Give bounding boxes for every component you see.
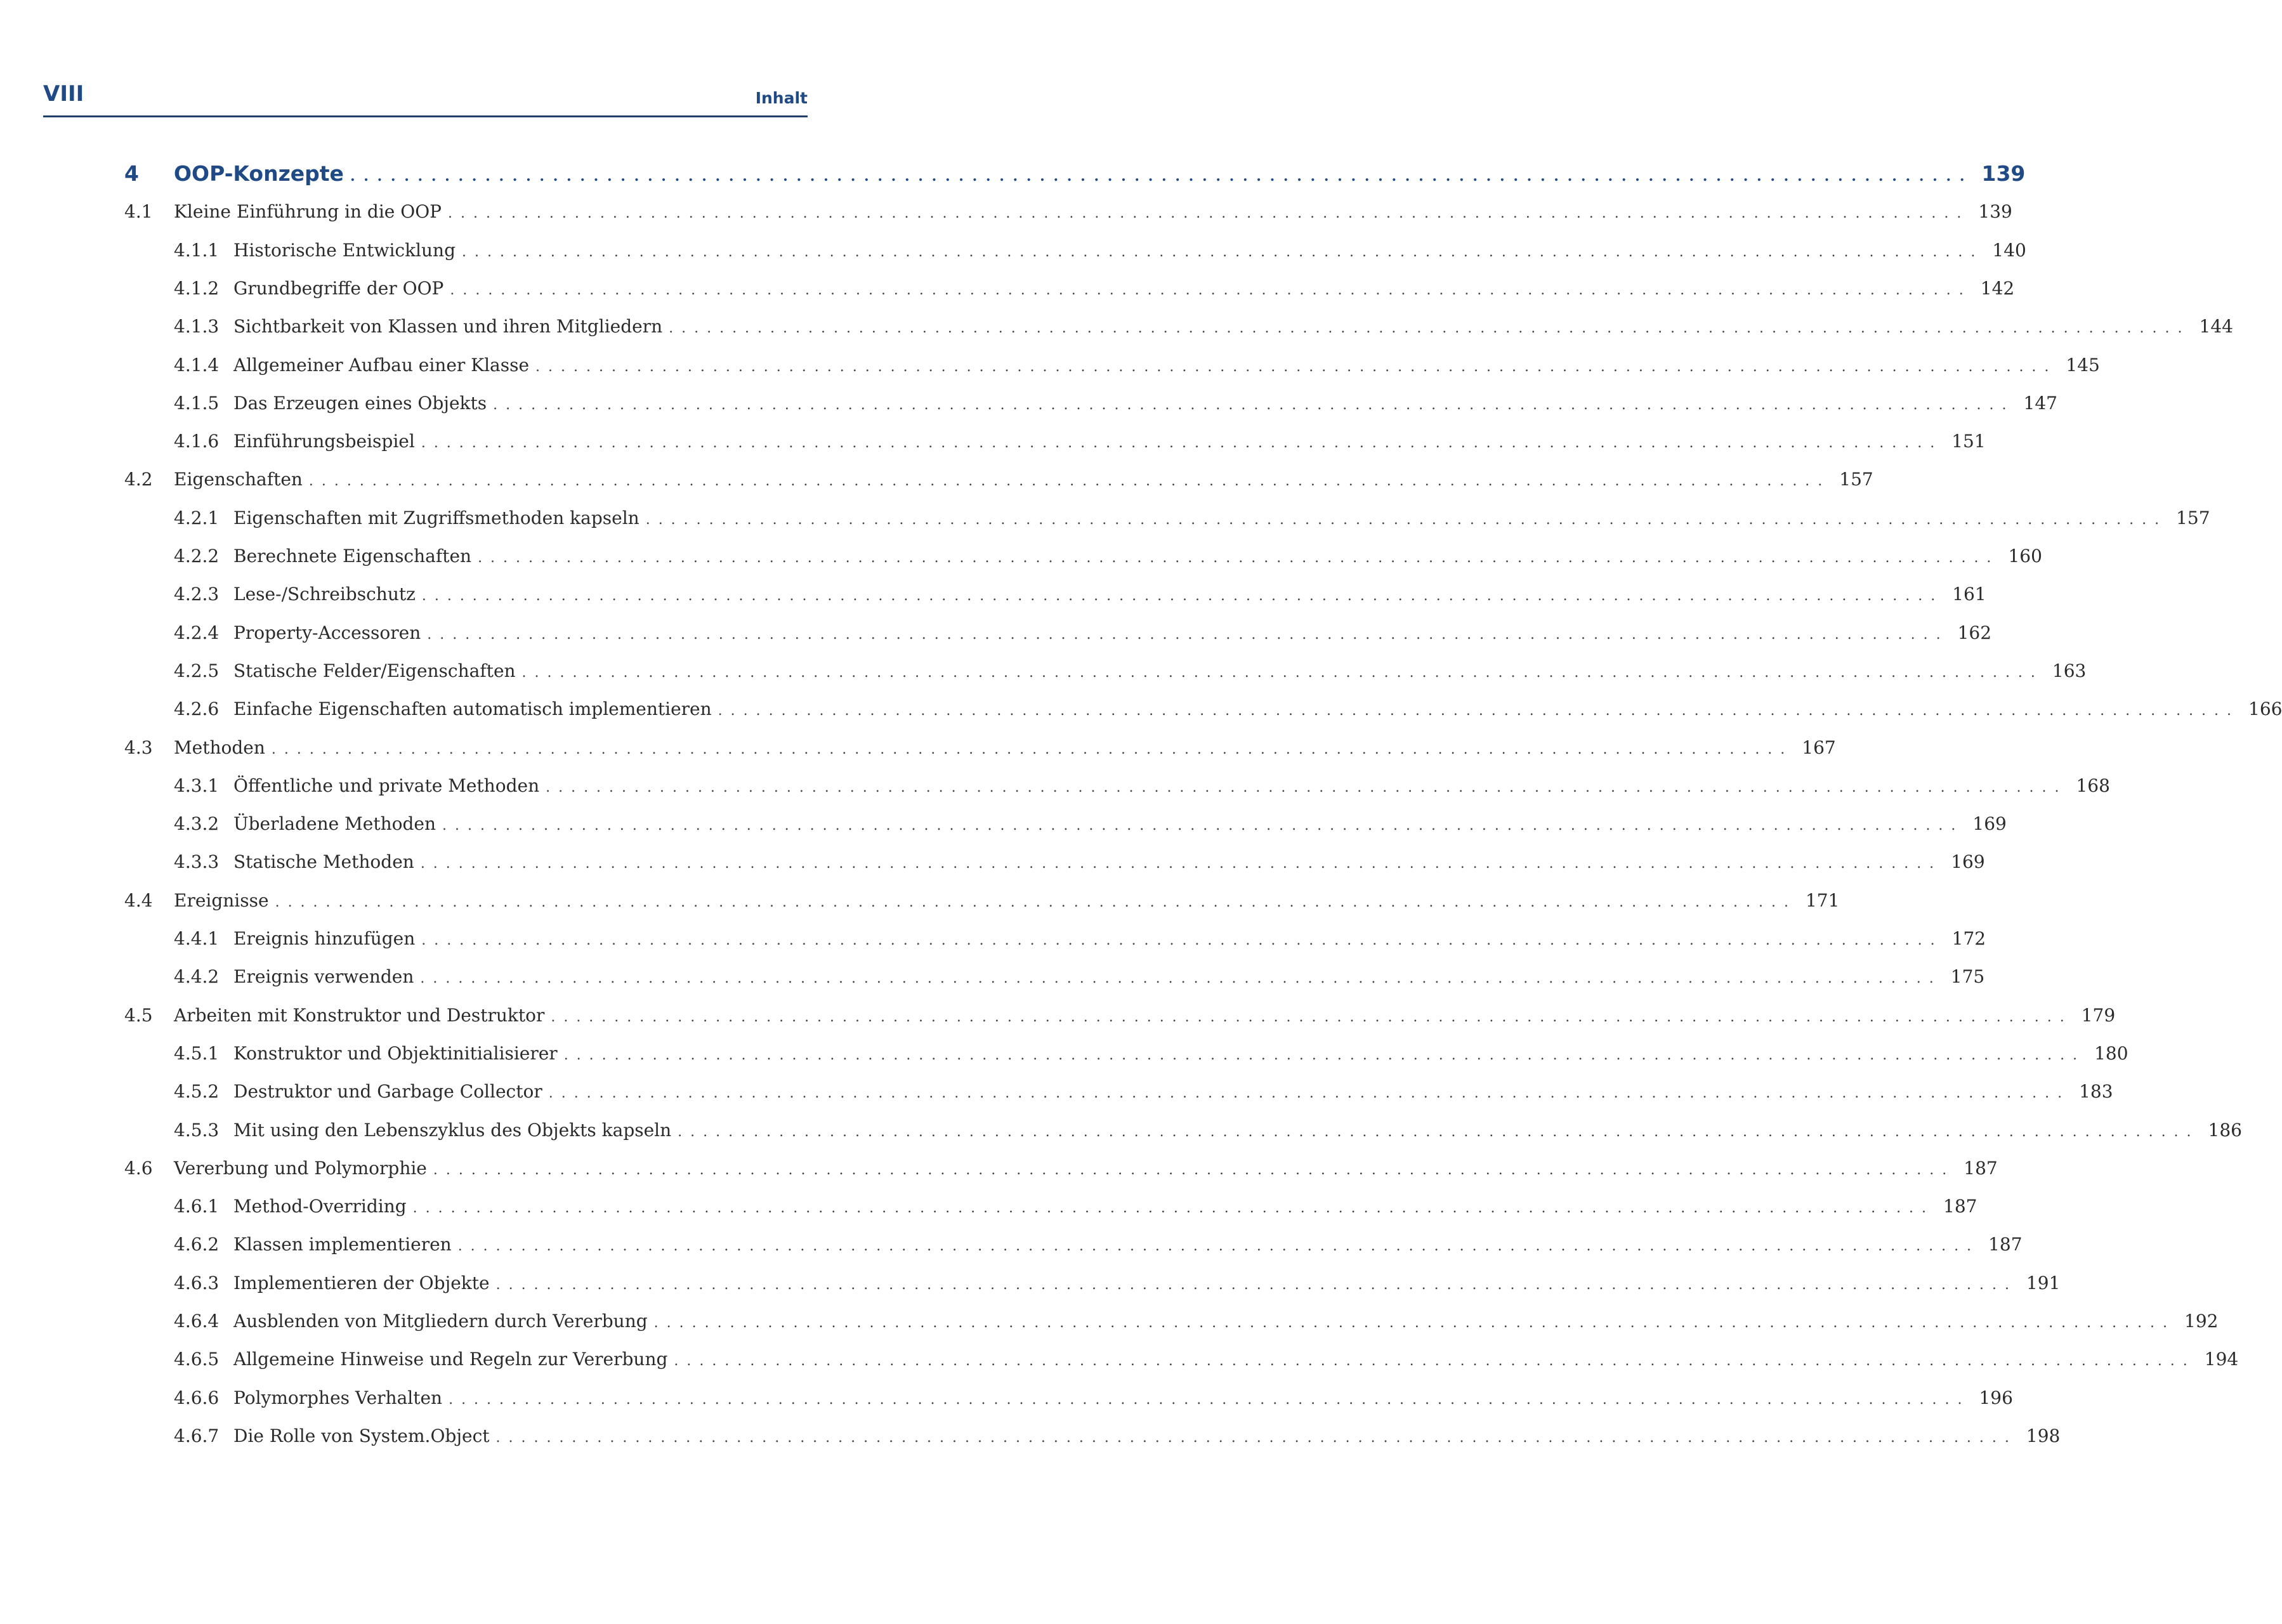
toc-number: 4.2.6	[174, 698, 220, 720]
toc-title: Ereignis verwenden	[233, 966, 414, 988]
dot-leader: . . . . . . . . . . . . . . . . . . . . . . . . . . . . . . . . . . . . . . . . . . . . . . . . . . . . . . . . . . . . . . . . . . . . . . . . . . . . . . . . . . . . . . . . . . . . . . . . . . . . . . . . . . . . . . . . . . . . . . . .	[551, 1009, 2066, 1025]
dot-leader: . . . . . . . . . . . . . . . . . . . . . . . . . . . . . . . . . . . . . . . . . . . . . . . . . . . . . . . . . . . . . . . . . . . . . . . . . . . . . . . . . . . . . . . . . . . . . . . . . . . . . . . . . . . . . . . . . . . . . . . .	[421, 933, 1937, 948]
toc-subsection	[174, 924, 1986, 954]
toc-page-number: 196	[1979, 1387, 2013, 1408]
toc-number: 4.5.2	[174, 1081, 220, 1103]
dot-leader: . . . . . . . . . . . . . . . . . . . . . . . . . . . . . . . . . . . . . . . . . . . . . . . . . . . . . . . . . . . . . . . . . . . . . . . . . . . . . . . . . . . . . . . . . . . . . . . . . . . . . . . . . . . . . . . . . . . . . . . .	[495, 1276, 2011, 1293]
dot-leader: . . . . . . . . . . . . . . . . . . . . . . . . . . . . . . . . . . . . . . . . . . . . . . . . . . . . . . . . . . . . . . . . . . . . . . . . . . . . . . . . . . . . . . . . . . . . . . . . . . . . . . . . . . . . . . . . . . . . . . . .	[669, 320, 2184, 337]
toc-title: Konstruktor und Objektinitialisierer	[233, 1042, 558, 1064]
toc-page-number: 140	[1992, 239, 2026, 261]
dot-leader: . . . . . . . . . . . . . . . . . . . . . . . . . . . . . . . . . . . . . . . . . . . . . . . . . . . . . . . . . . . . . . . . . . . . . . . . . . . . . . . . . . . . . . . . . . . . . . . . . . . . . . . . . . . . . . . . . . . . . . . .	[420, 971, 1936, 987]
toc-title: Property-Accessoren	[233, 622, 421, 643]
toc-page-number: 160	[2008, 546, 2042, 566]
toc-subsection	[174, 541, 2042, 572]
toc-page-number: 168	[2076, 775, 2110, 796]
toc-page-number: 169	[1951, 851, 1985, 873]
toc-title: Ereignis hinzufügen	[233, 928, 416, 949]
toc-section	[124, 1000, 2116, 1031]
dot-leader: . . . . . . . . . . . . . . . . . . . . . . . . . . . . . . . . . . . . . . . . . . . . . . . . . . . . . . . . . . . . . . . . . . . . . . . . . . . . . . . . . . . . . . . . . . . . . . . . . . . . . . . . . . . . . . . . . . . . . . . .	[271, 741, 1787, 757]
toc-number: 4.4.2	[174, 966, 220, 988]
dot-leader: . . . . . . . . . . . . . . . . . . . . . . . . . . . . . . . . . . . . . . . . . . . . . . . . . . . . . . . . . . . . . . . . . . . . . . . . . . . . . . . . . . . . . . . . . . . . . . . . . . . . . . . . . . . . . . . . . . . . . . . .	[448, 206, 1964, 222]
toc-number: 4.1	[124, 201, 153, 223]
toc-subsection	[174, 1344, 2239, 1375]
dot-leader: . . . . . . . . . . . . . . . . . . . . . . . . . . . . . . . . . . . . . . . . . . . . . . . . . . . . . . . . . . . . . . . . . . . . . . . . . . . . . . . . . . . . . . . . . . . . . . . . . . . . . . . . . . . . . . . . . . . . . . . .	[521, 664, 2037, 681]
dot-leader: . . . . . . . . . . . . . . . . . . . . . . . . . . . . . . . . . . . . . . . . . . . . . . . . . . . . . . . . . . . . . . . . . . . . . . . . . . . . . . . . . . . . . . . . . . . . . . . . . . . . . . . . . . . . . . . . . . . . . . . .	[493, 396, 2009, 413]
dot-leader: . . . . . . . . . . . . . . . . . . . . . . . . . . . . . . . . . . . . . . . . . . . . . . . . . . . . . . . . . . . . . . . . . . . . . . . . . . . . . . . . . . . . . . . . . . . . . . . . . . . . . . . . . . . . . . . . . . . . . . . .	[427, 626, 1943, 643]
dot-leader: . . . . . . . . . . . . . . . . . . . . . . . . . . . . . . . . . . . . . . . . . . . . . . . . . . . . . . . . . . . . . . . . . . . . . . . . . . . . . . . . . . . . . . . . . . . . . . . . . . . . . . . . . . . . . . . . . . . . . . . .	[495, 1429, 2011, 1446]
toc-subsection	[174, 235, 2026, 266]
toc-subsection	[174, 579, 1986, 610]
toc-subsection	[174, 426, 1986, 457]
toc-subsection	[174, 388, 2057, 419]
toc-subsection	[174, 1191, 1977, 1222]
dot-leader: . . . . . . . . . . . . . . . . . . . . . . . . . . . . . . . . . . . . . . . . . . . . . . . . . . . . . . . . . . . . . . . . . . . . . . . . . . . . . . . . . . . . . . . . . . . . . . . . . . . . . . . . . . . . . . . . . . . . . . . .	[548, 1085, 2064, 1102]
toc-number: 4.5	[124, 1004, 153, 1026]
toc-subsection	[174, 618, 1992, 648]
toc-title: Polymorphes Verhalten	[233, 1387, 443, 1408]
toc-page-number: 162	[1957, 622, 1992, 643]
toc-subsection	[174, 847, 1985, 877]
toc-number: 4.3	[124, 737, 153, 758]
dot-leader: . . . . . . . . . . . . . . . . . . . . . . . . . . . . . . . . . . . . . . . . . . . . . . . . . . . . . . . . . . . . . . . . . . . . . . . . . . . . . . . . . . . . . . . . . . . . . . . . . . . . . . . . . . . . . . . . . . . . . . . .	[308, 473, 1825, 490]
toc-page-number: 169	[1972, 813, 2007, 835]
toc-subsection	[174, 1038, 2128, 1069]
toc-page-number: 192	[2184, 1311, 2219, 1332]
toc-subsection	[174, 311, 2233, 342]
toc-title: Method-Overriding	[233, 1196, 407, 1217]
toc-title: Statische Felder/Eigenschaften	[233, 660, 516, 681]
toc-number: 4.2.3	[174, 584, 220, 605]
toc-number: 4.4.1	[174, 928, 220, 949]
toc-number: 4.6.3	[174, 1272, 220, 1293]
toc-number: 4.1.2	[174, 277, 220, 299]
toc-subsection	[174, 1077, 2113, 1107]
toc-number: 4.1.4	[174, 354, 220, 376]
dot-leader: . . . . . . . . . . . . . . . . . . . . . . . . . . . . . . . . . . . . . . . . . . . . . . . . . . . . . . . . . . . . . . . . . . . . . . . . . . . . . . . . . . . . . . . . . . . . . . . . . . . . . . . . . . . . . . . . . . . . . . . .	[478, 550, 1993, 566]
toc-page-number: 144	[2199, 316, 2233, 337]
toc-page-number: 186	[2208, 1119, 2242, 1141]
toc-page-number: 151	[1951, 431, 1986, 452]
toc-number: 4.6.1	[174, 1196, 220, 1217]
toc-title: Methoden	[174, 737, 265, 758]
toc-title: Allgemeiner Aufbau einer Klasse	[233, 354, 530, 376]
toc-number: 4.1.6	[174, 431, 220, 452]
toc-page-number: 183	[2079, 1081, 2113, 1103]
toc-section	[124, 886, 1840, 916]
dot-leader: . . . . . . . . . . . . . . . . . . . . . . . . . . . . . . . . . . . . . . . . . . . . . . . . . . . . . . . . . . . . . . . . . . . . . . . . . . . . . . . . . . . . . . . . . . . . . . . . . . . . . . . . . . . . . . . . . . . . . . . .	[449, 1391, 1964, 1408]
toc-title: Sichtbarkeit von Klassen und ihren Mitgliedern	[233, 316, 663, 337]
toc-subsection	[174, 809, 2007, 839]
dot-leader: . . . . . . . . . . . . . . . . . . . . . . . . . . . . . . . . . . . . . . . . . . . . . . . . . . . . . . . . . . . . . . . . . . . . . . . . . . . . . . . . . . . . . . . . . . . . . . . . . . . . . . . . . . . . . . . . . . . . . . . .	[462, 244, 1977, 260]
toc-page-number: 157	[2176, 507, 2210, 528]
toc-title: Die Rolle von System.Object	[233, 1425, 490, 1446]
toc-title: Klassen implementieren	[233, 1234, 452, 1255]
toc-page-number: 157	[1839, 469, 1873, 490]
toc-subsection	[174, 1115, 2242, 1146]
toc-page-number: 167	[1802, 737, 1836, 758]
toc-title: Historische Entwicklung	[233, 239, 456, 261]
toc-title: Einführungsbeispiel	[233, 431, 415, 452]
toc-title: Kleine Einführung in die OOP	[174, 201, 442, 223]
toc-number: 4	[124, 161, 139, 186]
toc-section	[124, 464, 1873, 495]
toc-title: Ereignisse	[174, 889, 269, 911]
toc-title: Destruktor und Garbage Collector	[233, 1081, 542, 1103]
toc-page-number: 161	[1952, 584, 1986, 605]
toc-number: 4.6.2	[174, 1234, 220, 1255]
dot-leader: . . . . . . . . . . . . . . . . . . . . . . . . . . . . . . . . . . . . . . . . . . . . . . . . . . . . . . . . . . . . . . . . . . . . . . . . . . . . . . . . . . . . . . . . . . . . . . . . . . . . . . . . . . . . . . . . . . . . . . . .	[546, 779, 2061, 796]
toc-title: Implementieren der Objekte	[233, 1272, 490, 1293]
toc-subsection	[174, 350, 2100, 381]
toc-subsection	[174, 1383, 2013, 1413]
toc-number: 4.2.1	[174, 507, 220, 528]
toc-title: Arbeiten mit Konstruktor und Destruktor	[174, 1004, 545, 1026]
dot-leader: . . . . . . . . . . . . . . . . . . . . . . . . . . . . . . . . . . . . . . . . . . . . . . . . . . . . . . . . . . . . . . . . . . . . . . . . . . . . . . . . . . . . . . . . . . . . . . . . . . . . . . . . . . . . . . . . . . . . . . . .	[653, 1315, 2170, 1331]
toc-section	[124, 1153, 1998, 1184]
toc-page-number: 139	[1981, 161, 2026, 186]
toc-number: 4.2	[124, 469, 153, 490]
toc-number: 4.6.6	[174, 1387, 220, 1408]
toc-title: Ausblenden von Mitgliedern durch Vererbung	[233, 1311, 648, 1332]
toc-title: Eigenschaften mit Zugriffsmethoden kapseln	[233, 507, 639, 528]
toc-number: 4.6.5	[174, 1349, 220, 1370]
dot-leader: . . . . . . . . . . . . . . . . . . . . . . . . . . . . . . . . . . . . . . . . . . . . . . . . . . . . . . . . . . . . . . . . . . . . . . . . . . . . . . . . . . . . . . . . . . . . . . . . . . . . . . . . . . . . . . . . . . . . . . . .	[421, 588, 1938, 605]
toc-page-number: 175	[1950, 966, 1985, 988]
toc-subsection	[174, 656, 2087, 686]
toc-page-number: 198	[2026, 1425, 2061, 1446]
toc-subsection	[174, 273, 2015, 304]
toc-title: Öffentliche und private Methoden	[233, 775, 540, 796]
toc-subsection	[174, 1306, 2219, 1337]
dot-leader: . . . . . . . . . . . . . . . . . . . . . . . . . . . . . . . . . . . . . . . . . . . . . . . . . . . . . . . . . . . . . . . . . . . . . . . . . . . . . . . . . . . . . . . . . . . . . . . . . . . . . . . . . . . . . . . . . . . . . . . .	[535, 358, 2051, 375]
page-number: VIII	[43, 81, 84, 107]
toc-number: 4.3.1	[174, 775, 220, 796]
dot-leader: . . . . . . . . . . . . . . . . . . . . . . . . . . . . . . . . . . . . . . . . . . . . . . . . . . . . . . . . . . . . . . . . . . . . . . . . . . . . . . . . . . . . . . . . . . . . . . . . . . . . . . . . . . . . . . . . . . . . . . . .	[674, 1353, 2189, 1370]
toc-page-number: 163	[2052, 660, 2087, 681]
toc-subsection	[174, 1421, 2061, 1451]
toc-chapter	[124, 159, 2026, 193]
dot-leader: . . . . . . . . . . . . . . . . . . . . . . . . . . . . . . . . . . . . . . . . . . . . . . . . . . . . . . . . . . . . . . . . . . . . . . . . . . . . . . . . . . . . . . . . . . . . . . . . . . . . . . . . . . . . . . . . . . . . . . . .	[718, 703, 2234, 719]
toc-subsection	[174, 771, 2110, 801]
dot-leader: . . . . . . . . . . . . . . . . . . . . . . . . . . . . . . . . . . . . . . . . . . . . . . . . . . . . . . . . . . . . . . . . . . . . . . . . . . . . . . . . . . . . . . . . . . . . . . . . . . . . . . . . . . . . . . . . . . . . . . . .	[433, 1162, 1949, 1178]
toc-number: 4.2.4	[174, 622, 220, 643]
toc-page-number: 194	[2204, 1349, 2239, 1370]
toc-section	[124, 197, 2012, 227]
toc-page-number: 145	[2066, 354, 2100, 376]
toc-page-number: 166	[2248, 698, 2282, 720]
dot-leader: . . . . . . . . . . . . . . . . . . . . . . . . . . . . . . . . . . . . . . . . . . . . . . . . . . . . . . . . . . . . . . . . . . . . . . . . . . . . . . . . . . . . . . . . . . . . . . . . . . . . . . . . . . . . . . . . . . . . . . . .	[420, 856, 1936, 872]
dot-leader: . . . . . . . . . . . . . . . . . . . . . . . . . . . . . . . . . . . . . . . . . . . . . . . . . . . . . . . . . . . . . . . . . . . . . . . . . . . . . . . . . . . . . . . . . . . . . . . . . . . . . . . . . . . . . . . . . . . . . . . .	[678, 1123, 2193, 1140]
section-label: Inhalt	[755, 89, 808, 107]
toc-title: Eigenschaften	[174, 469, 303, 490]
dot-leader: . . . . . . . . . . . . . . . . . . . . . . . . . . . . . . . . . . . . . . . . . . . . . . . . . . . . . . . . . . . . . . . . . . . . . . . . . . . . . . . . . . . . . . . . . . . . . . . . . . . . . . . . . . . . . . . . . . . . . . . .	[412, 1200, 1929, 1217]
toc-page-number: 171	[1805, 889, 1840, 911]
toc-subsection	[174, 1229, 2023, 1260]
toc-number: 4.1.1	[174, 239, 220, 261]
dot-leader: . . . . . . . . . . . . . . . . . . . . . . . . . . . . . . . . . . . . . . . . . . . . . . . . . . . . . . . . . . . . . . . . . . . . . . . . . . . . . . . . . . . . . . . . . . . . . . . . . . . . . . . . . . . . . . . . . . . . . . . .	[275, 894, 1790, 910]
dot-leader: . . . . . . . . . . . . . . . . . . . . . . . . . . . . . . . . . . . . . . . . . . . . . . . . . . . . . . . . . . . . . . . . . . . . . . . . . . . . . . . . . . . . . . . . . . . . . . . . . . . . . . . . . . . . . . . . . . . . . . . .	[350, 168, 1967, 185]
toc-page-number: 172	[1951, 928, 1986, 949]
toc-title: Allgemeine Hinweise und Regeln zur Vererbung	[233, 1349, 668, 1370]
toc-page-number: 142	[1980, 277, 2015, 299]
toc-number: 4.6.4	[174, 1311, 220, 1332]
toc-page-number: 139	[1978, 201, 2012, 223]
toc-section	[124, 733, 1836, 763]
toc-number: 4.6.7	[174, 1425, 220, 1446]
toc-page-number: 187	[1943, 1196, 1977, 1217]
toc-number: 4.1.3	[174, 316, 220, 337]
toc-number: 4.5.1	[174, 1042, 220, 1064]
toc-number: 4.2.5	[174, 660, 220, 681]
dot-leader: . . . . . . . . . . . . . . . . . . . . . . . . . . . . . . . . . . . . . . . . . . . . . . . . . . . . . . . . . . . . . . . . . . . . . . . . . . . . . . . . . . . . . . . . . . . . . . . . . . . . . . . . . . . . . . . . . . . . . . . .	[442, 818, 1958, 834]
dot-leader: . . . . . . . . . . . . . . . . . . . . . . . . . . . . . . . . . . . . . . . . . . . . . . . . . . . . . . . . . . . . . . . . . . . . . . . . . . . . . . . . . . . . . . . . . . . . . . . . . . . . . . . . . . . . . . . . . . . . . . . .	[457, 1238, 1974, 1255]
toc-title: Überladene Methoden	[233, 813, 436, 835]
toc-number: 4.6	[124, 1157, 153, 1179]
toc-title: Vererbung und Polymorphie	[174, 1157, 427, 1179]
toc-title: Mit using den Lebenszyklus des Objekts kapseln	[233, 1119, 672, 1141]
toc-number: 4.2.2	[174, 546, 220, 566]
toc-title: Einfache Eigenschaften automatisch implementieren	[233, 698, 712, 720]
toc-subsection	[174, 503, 2210, 534]
toc-page-number: 180	[2094, 1042, 2128, 1064]
toc-page-number: 187	[1964, 1157, 1998, 1179]
dot-leader: . . . . . . . . . . . . . . . . . . . . . . . . . . . . . . . . . . . . . . . . . . . . . . . . . . . . . . . . . . . . . . . . . . . . . . . . . . . . . . . . . . . . . . . . . . . . . . . . . . . . . . . . . . . . . . . . . . . . . . . .	[645, 511, 2161, 528]
toc-page-number: 147	[2023, 392, 2057, 414]
toc-number: 4.3.3	[174, 851, 220, 873]
toc-subsection	[174, 962, 1985, 992]
toc-number: 4.5.3	[174, 1119, 220, 1141]
toc-page-number: 179	[2081, 1004, 2116, 1026]
toc-subsection	[174, 1268, 2061, 1299]
toc-subsection	[174, 694, 2282, 724]
toc-title: Statische Methoden	[233, 851, 414, 873]
toc-title: Berechnete Eigenschaften	[233, 546, 472, 566]
dot-leader: . . . . . . . . . . . . . . . . . . . . . . . . . . . . . . . . . . . . . . . . . . . . . . . . . . . . . . . . . . . . . . . . . . . . . . . . . . . . . . . . . . . . . . . . . . . . . . . . . . . . . . . . . . . . . . . . . . . . . . . .	[421, 435, 1937, 452]
toc-number: 4.1.5	[174, 392, 220, 414]
toc-number: 4.4	[124, 889, 153, 911]
toc-number: 4.3.2	[174, 813, 220, 835]
toc-title: Das Erzeugen eines Objekts	[233, 392, 487, 414]
toc-title: Lese-/Schreibschutz	[233, 584, 416, 605]
dot-leader: . . . . . . . . . . . . . . . . . . . . . . . . . . . . . . . . . . . . . . . . . . . . . . . . . . . . . . . . . . . . . . . . . . . . . . . . . . . . . . . . . . . . . . . . . . . . . . . . . . . . . . . . . . . . . . . . . . . . . . . .	[563, 1047, 2080, 1063]
toc-page-number: 191	[2026, 1272, 2061, 1293]
dot-leader: . . . . . . . . . . . . . . . . . . . . . . . . . . . . . . . . . . . . . . . . . . . . . . . . . . . . . . . . . . . . . . . . . . . . . . . . . . . . . . . . . . . . . . . . . . . . . . . . . . . . . . . . . . . . . . . . . . . . . . . .	[450, 282, 1965, 298]
toc-title: OOP-Konzepte	[174, 161, 344, 186]
toc-title: Grundbegriffe der OOP	[233, 277, 444, 299]
toc-page-number: 187	[1988, 1234, 2023, 1255]
page-header	[43, 81, 808, 117]
